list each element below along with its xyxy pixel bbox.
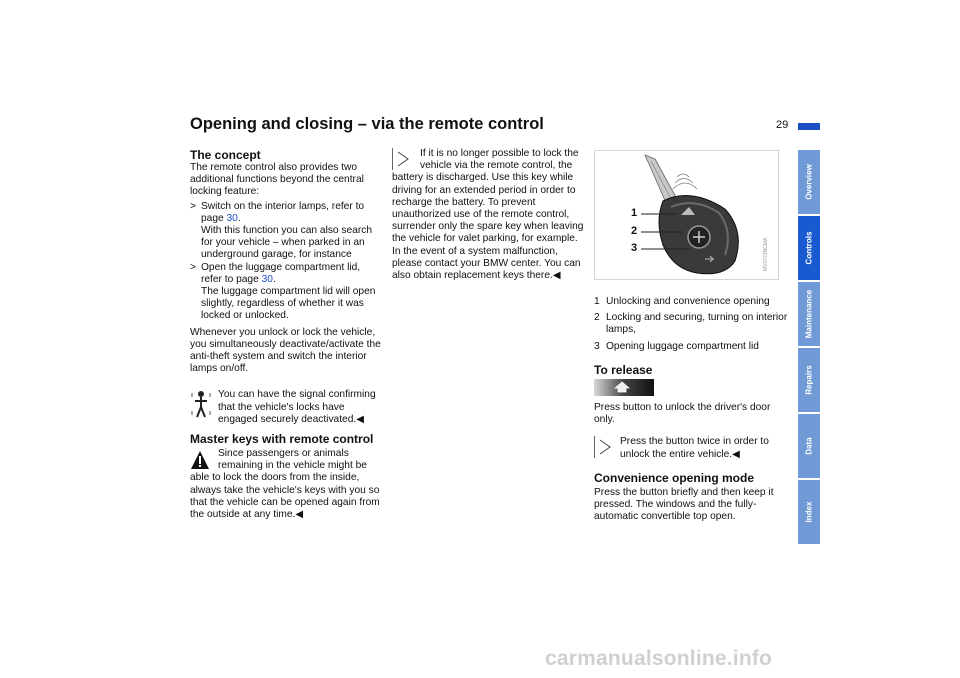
footer-watermark: carmanualsonline.info: [545, 647, 773, 670]
bullet1-text: With this function you can also search for your vehicle – when parked in an underground garage, for instance: [201, 225, 373, 261]
legend-num: 2: [594, 312, 600, 324]
bullet2-text: The luggage compartment lid will open slightly, regardless of whether it was locked or unlocked.: [201, 286, 376, 322]
page-title: Opening and closing – via the remote control: [190, 115, 544, 133]
tab-label: Overview: [804, 164, 814, 200]
bullet-marker: >: [190, 200, 196, 212]
convenience-text: Press the button briefly and then keep it pressed. The windows and the fully-automatic convertible top open.: [594, 486, 774, 523]
bullet1-line1: Switch on the interior lamps, refer to: [201, 200, 365, 212]
note-triangle-icon: [392, 148, 412, 170]
column-2: [392, 148, 584, 282]
whenever-text: Whenever you unlock or lock the vehicle, you simultaneously deactivate/activate the anti-theft system and switch the interior lamps on/off.: [190, 326, 381, 375]
section-tabs: [798, 150, 820, 546]
tab-overview[interactable]: [798, 150, 820, 214]
column-1: [190, 148, 382, 521]
legend-item: [594, 312, 790, 336]
release-text: Press button to unlock the driver's door only.: [594, 402, 771, 426]
callout-2: 2: [631, 225, 638, 237]
note-triangle-icon: [594, 436, 614, 458]
convenience-heading: Convenience opening mode: [594, 470, 755, 485]
tab-controls[interactable]: [798, 216, 820, 280]
column-3: [594, 296, 790, 377]
bullet2-page-suffix: .: [272, 273, 276, 285]
remote-key-illustration: [595, 151, 778, 279]
tab-label: Controls: [804, 231, 814, 265]
concept-heading: The concept: [190, 148, 261, 162]
signal-note: [190, 389, 382, 426]
legend-num: 1: [594, 296, 600, 307]
legend-item: [594, 296, 790, 308]
legend-text: Locking and securing, turning on interior lamps,: [606, 312, 788, 336]
tab-repairs[interactable]: [798, 348, 820, 412]
warning-icon: [190, 450, 210, 472]
bullet-interior-lamps: [190, 201, 382, 262]
master-keys-warning: [190, 448, 382, 521]
battery-note-text: If it is no longer possible to lock the vehicle via the remote control, the battery is discharged. Use this key while driving for an extended period in order to recharge the battery. To prevent unauthorized use of the remote control, surrender only the spare key when leaving the vehicle for valet parking, for example. In the event of a system malfunction, please contact your BMW center. You can also obtain replacement keys there.◀: [392, 148, 584, 282]
unlock-button-icon: [594, 379, 654, 396]
twice-note-text: Press the button twice in order to unlock the entire vehicle.◀: [620, 436, 769, 460]
page-number-bar: [798, 123, 820, 130]
page-ref-link[interactable]: 30: [226, 212, 238, 224]
tab-index[interactable]: [798, 480, 820, 544]
callout-1: 1: [631, 207, 638, 219]
tab-label: Maintenance: [804, 289, 814, 339]
to-release-heading: To release: [594, 362, 653, 377]
bullet1-page-prefix: page: [201, 212, 227, 224]
tab-label: Repairs: [804, 365, 814, 395]
tab-label: Data: [804, 437, 814, 455]
bullet2-page-prefix: refer to page: [201, 273, 262, 285]
bullet2-line1: Open the luggage compartment lid,: [201, 261, 361, 273]
column-3-lower: [594, 402, 790, 523]
page-ref-link[interactable]: 30: [261, 273, 273, 285]
page-number: 29: [776, 119, 789, 131]
legend-text: Unlocking and convenience opening: [606, 296, 770, 307]
person-icon: [190, 389, 212, 419]
concept-text: The remote control also provides two additional functions beyond the central locking feature:: [190, 162, 364, 198]
tab-maintenance[interactable]: [798, 282, 820, 346]
legend-item: [594, 341, 790, 353]
signal-note-text: You can have the signal confirming that the vehicle's locks have engaged securely deactivated.◀: [218, 389, 376, 425]
remote-key-image: [594, 150, 779, 280]
image-code: MV0722NCMA: [763, 237, 769, 271]
bullet-luggage: [190, 262, 382, 323]
legend-num: 3: [594, 340, 600, 352]
master-keys-heading: Master keys with remote control: [190, 432, 374, 447]
legend-text: Opening luggage compartment lid: [606, 340, 759, 352]
bullet-marker: >: [190, 261, 196, 273]
callout-3: 3: [631, 242, 638, 254]
master-keys-warning-text: Since passengers or animals remaining in the vehicle might be able to lock the doors from the inside, always take the vehicle's keys with you so that the vehicle can be opened again from the outside at any time.◀: [190, 448, 380, 521]
tab-label: Index: [804, 501, 814, 523]
bullet1-page-suffix: .: [237, 212, 241, 224]
tab-data[interactable]: [798, 414, 820, 478]
twice-note: [594, 436, 790, 460]
unlock-button-image: [594, 379, 654, 396]
